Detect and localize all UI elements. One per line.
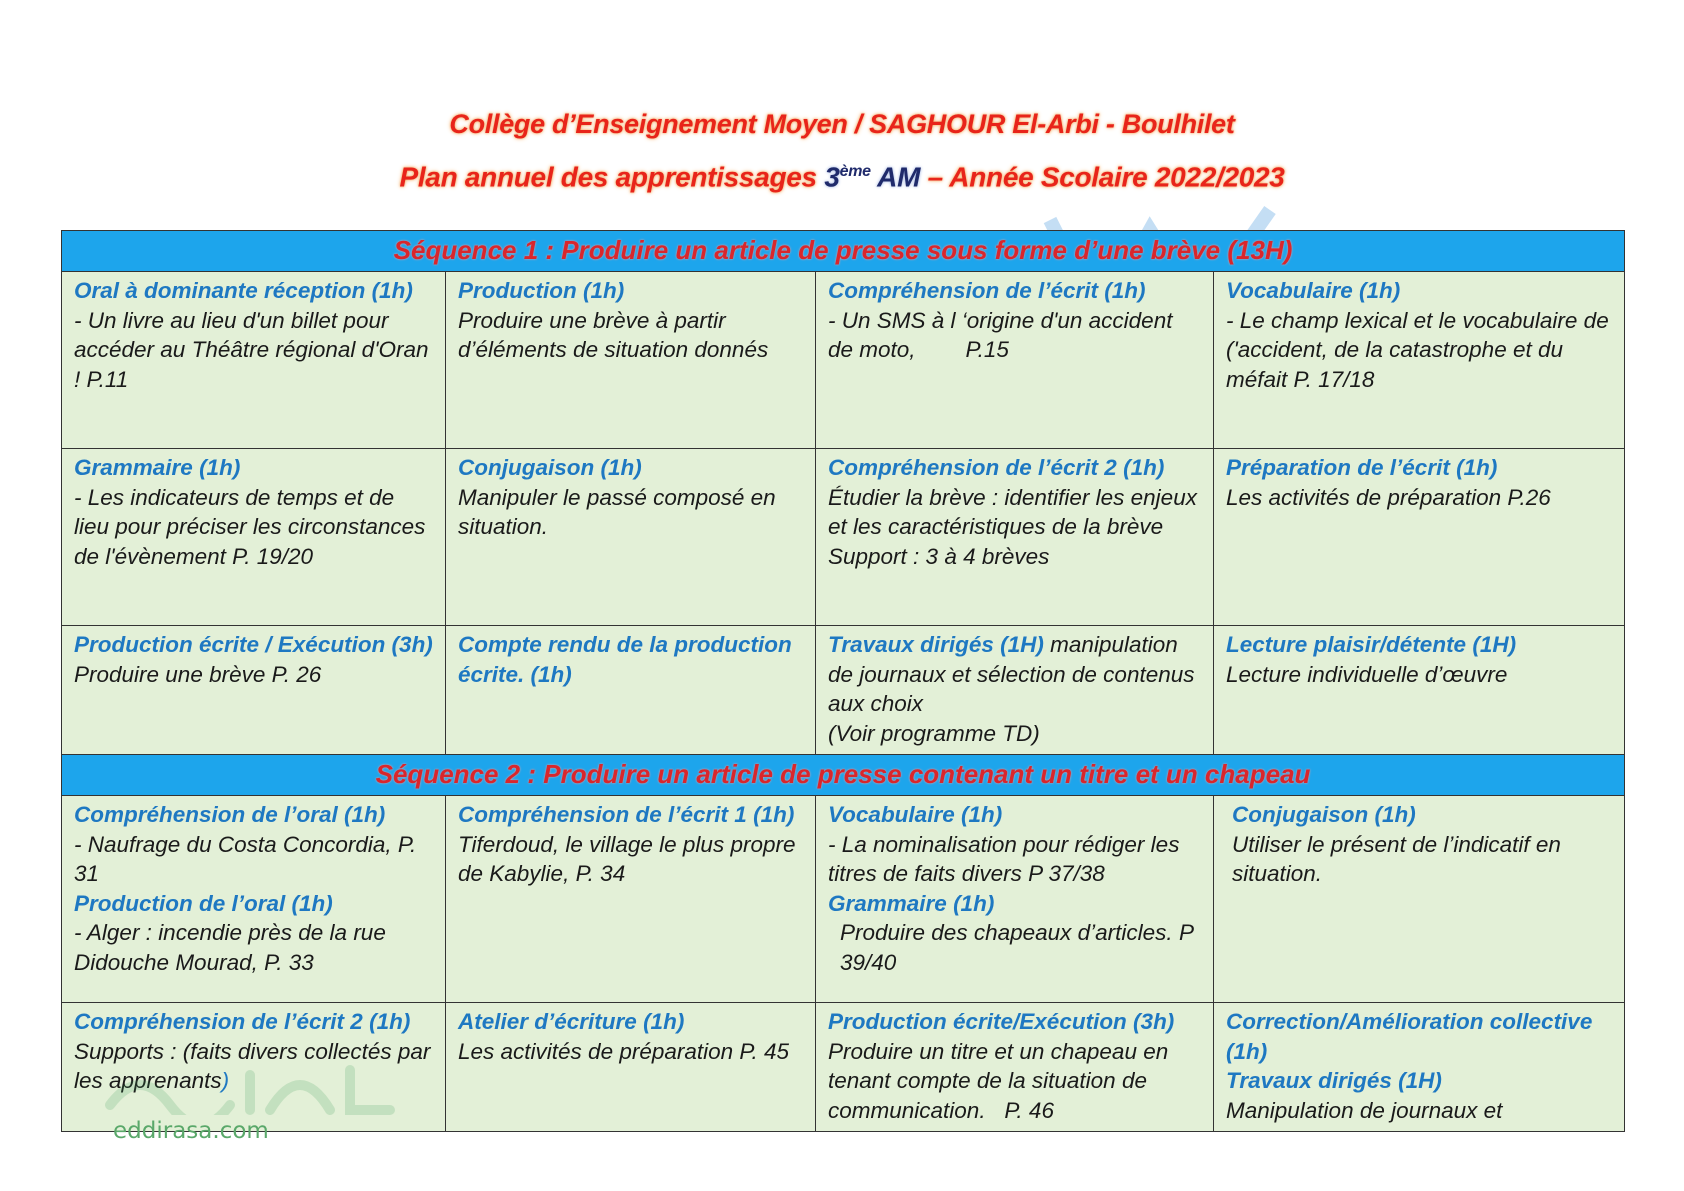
sequence-1-header-row <box>62 231 1625 272</box>
activity-heading: Lecture plaisir/détente (1H) <box>1226 632 1517 657</box>
grade-number: 3 <box>824 161 840 193</box>
activity-heading: Production (1h) <box>458 278 625 303</box>
activity-heading: Compréhension de l’écrit (1h) <box>828 278 1146 303</box>
table-cell <box>62 272 446 449</box>
table-cell <box>446 626 816 755</box>
activity-text: - Les indicateurs de temps et de lieu pour préciser les circonstances de l'évènement P. 19/20 <box>74 484 432 569</box>
sequence-1-title-cell <box>62 231 1625 272</box>
activity-heading: Vocabulaire (1h) <box>828 802 1003 827</box>
activity-text: - Le champ lexical et le vocabulaire de ('accident, de la catastrophe et du méfait P. 17/18 <box>1226 307 1615 392</box>
activity-text: - Un livre au lieu d'un billet pour accéder au Théâtre régional d'Oran ! P.11 <box>74 307 435 392</box>
activity-text: Produire un titre et un chapeau en tenant compte de la situation de communication. P. 46 <box>828 1038 1175 1123</box>
table-cell <box>62 449 446 626</box>
activity-heading: Atelier d’écriture (1h) <box>458 1009 685 1034</box>
closing-paren: ) <box>221 1068 230 1093</box>
activity-text: Étudier la brève : identifier les enjeux et les caractéristiques de la brève <box>828 484 1204 539</box>
activity-heading: Grammaire (1h) <box>74 455 241 480</box>
activity-support: Support : 3 à 4 brèves <box>828 543 1050 569</box>
activity-heading: Correction/Amélioration collective (1h) <box>1226 1009 1593 1064</box>
activity-heading: Compréhension de l’écrit 2 (1h) <box>828 455 1165 480</box>
activity-text: Les activités de préparation P. 45 <box>458 1038 790 1064</box>
table-cell <box>446 796 816 1003</box>
table-cell <box>816 796 1214 1003</box>
activity-heading-2: Grammaire (1h) <box>828 890 995 916</box>
sequence-2-header-row <box>62 755 1625 796</box>
table-row <box>62 796 1625 1003</box>
activity-text: Supports : (faits divers collectés par les apprenants <box>74 1038 437 1093</box>
activity-heading: Compte rendu de la production écrite. (1h) <box>458 632 792 687</box>
table-cell <box>1214 449 1625 626</box>
table-cell <box>816 626 1214 755</box>
table-cell <box>816 272 1214 449</box>
grade-suffix: ème <box>839 163 871 180</box>
activity-text: - La nominalisation pour rédiger les titres de faits divers P 37/38 <box>828 831 1186 886</box>
table-cell <box>816 449 1214 626</box>
plan-title-part: Plan annuel des apprentissages <box>399 161 825 193</box>
table-cell <box>62 626 446 755</box>
activity-heading: Compréhension de l’écrit 1 (1h) <box>458 802 795 827</box>
activity-heading: Production écrite / Exécution (3h) <box>74 632 433 657</box>
activity-heading: Compréhension de l’écrit 2 (1h) <box>74 1009 411 1034</box>
activity-text-2: - Alger : incendie près de la rue Didouche Mourad, P. 33 <box>74 920 393 975</box>
activity-text: Utiliser le présent de l’indicatif en situation. <box>1232 831 1568 886</box>
grade-level: AM <box>870 161 921 193</box>
school-year: – Année Scolaire 2022/2023 <box>920 161 1285 193</box>
document-header <box>0 100 1684 201</box>
activity-heading: Préparation de l’écrit (1h) <box>1226 455 1498 480</box>
table-cell <box>446 449 816 626</box>
activity-text: Lecture individuelle d’œuvre <box>1226 661 1508 687</box>
table-cell <box>62 796 446 1003</box>
activity-heading: Oral à dominante réception (1h) <box>74 278 413 303</box>
table-cell <box>446 272 816 449</box>
table-row <box>62 449 1625 626</box>
annual-plan-table <box>61 230 1625 1132</box>
activity-text-2: Manipulation de journaux et <box>1226 1097 1503 1123</box>
plan-title <box>0 148 1684 201</box>
table-cell <box>62 1003 446 1132</box>
table-row <box>62 272 1625 449</box>
activity-text-2: Produire des chapeaux d’articles. P 39/40 <box>840 920 1200 975</box>
watermark-site: eddirasa.com <box>113 1118 269 1144</box>
sequence-2-title-cell <box>62 755 1625 796</box>
activity-heading: Compréhension de l’oral (1h) <box>74 802 386 827</box>
sequence-1-title: Séquence 1 : Produire un article de presse sous forme d’une brève (13H) <box>393 235 1293 265</box>
table-cell <box>446 1003 816 1132</box>
activity-heading: Conjugaison (1h) <box>1232 802 1416 827</box>
table-row <box>62 1003 1625 1132</box>
activity-heading-2: Production de l’oral (1h) <box>74 890 333 916</box>
activity-text: Les activités de préparation P.26 <box>1226 484 1551 510</box>
table-cell <box>1214 1003 1625 1132</box>
sequence-2-title: Séquence 2 : Produire un article de presse contenant un titre et un chapeau <box>375 759 1311 789</box>
activity-text: - Naufrage du Costa Concordia, P. 31 <box>74 831 423 886</box>
activity-text: Produire une brève à partir d’éléments de situation donnés <box>458 307 769 362</box>
activity-text: - Un SMS à l ‘origine d'un accident de moto, P.15 <box>828 307 1179 362</box>
activity-text: Tiferdoud, le village le plus propre de Kabylie, P. 34 <box>458 831 802 886</box>
activity-text: Produire une brève P. 26 <box>74 661 322 687</box>
activity-heading: Travaux dirigés (1H) <box>828 632 1044 657</box>
activity-heading: Vocabulaire (1h) <box>1226 278 1401 303</box>
table-cell <box>1214 796 1625 1003</box>
table-cell <box>1214 272 1625 449</box>
activity-heading-2: Travaux dirigés (1H) <box>1226 1068 1442 1093</box>
activity-text: manipulation de journaux et sélection de contenus aux choix <box>828 632 1201 716</box>
table-cell <box>1214 626 1625 755</box>
activity-heading: Production écrite/Exécution (3h) <box>828 1009 1175 1034</box>
activity-heading: Conjugaison (1h) <box>458 455 642 480</box>
school-name: Collège d’Enseignement Moyen / SAGHOUR El-Arbi - Boulhilet <box>449 109 1235 139</box>
table-cell <box>816 1003 1214 1132</box>
activity-note: (Voir programme TD) <box>828 720 1040 746</box>
activity-text: Manipuler le passé composé en situation. <box>458 484 782 539</box>
table-row <box>62 626 1625 755</box>
